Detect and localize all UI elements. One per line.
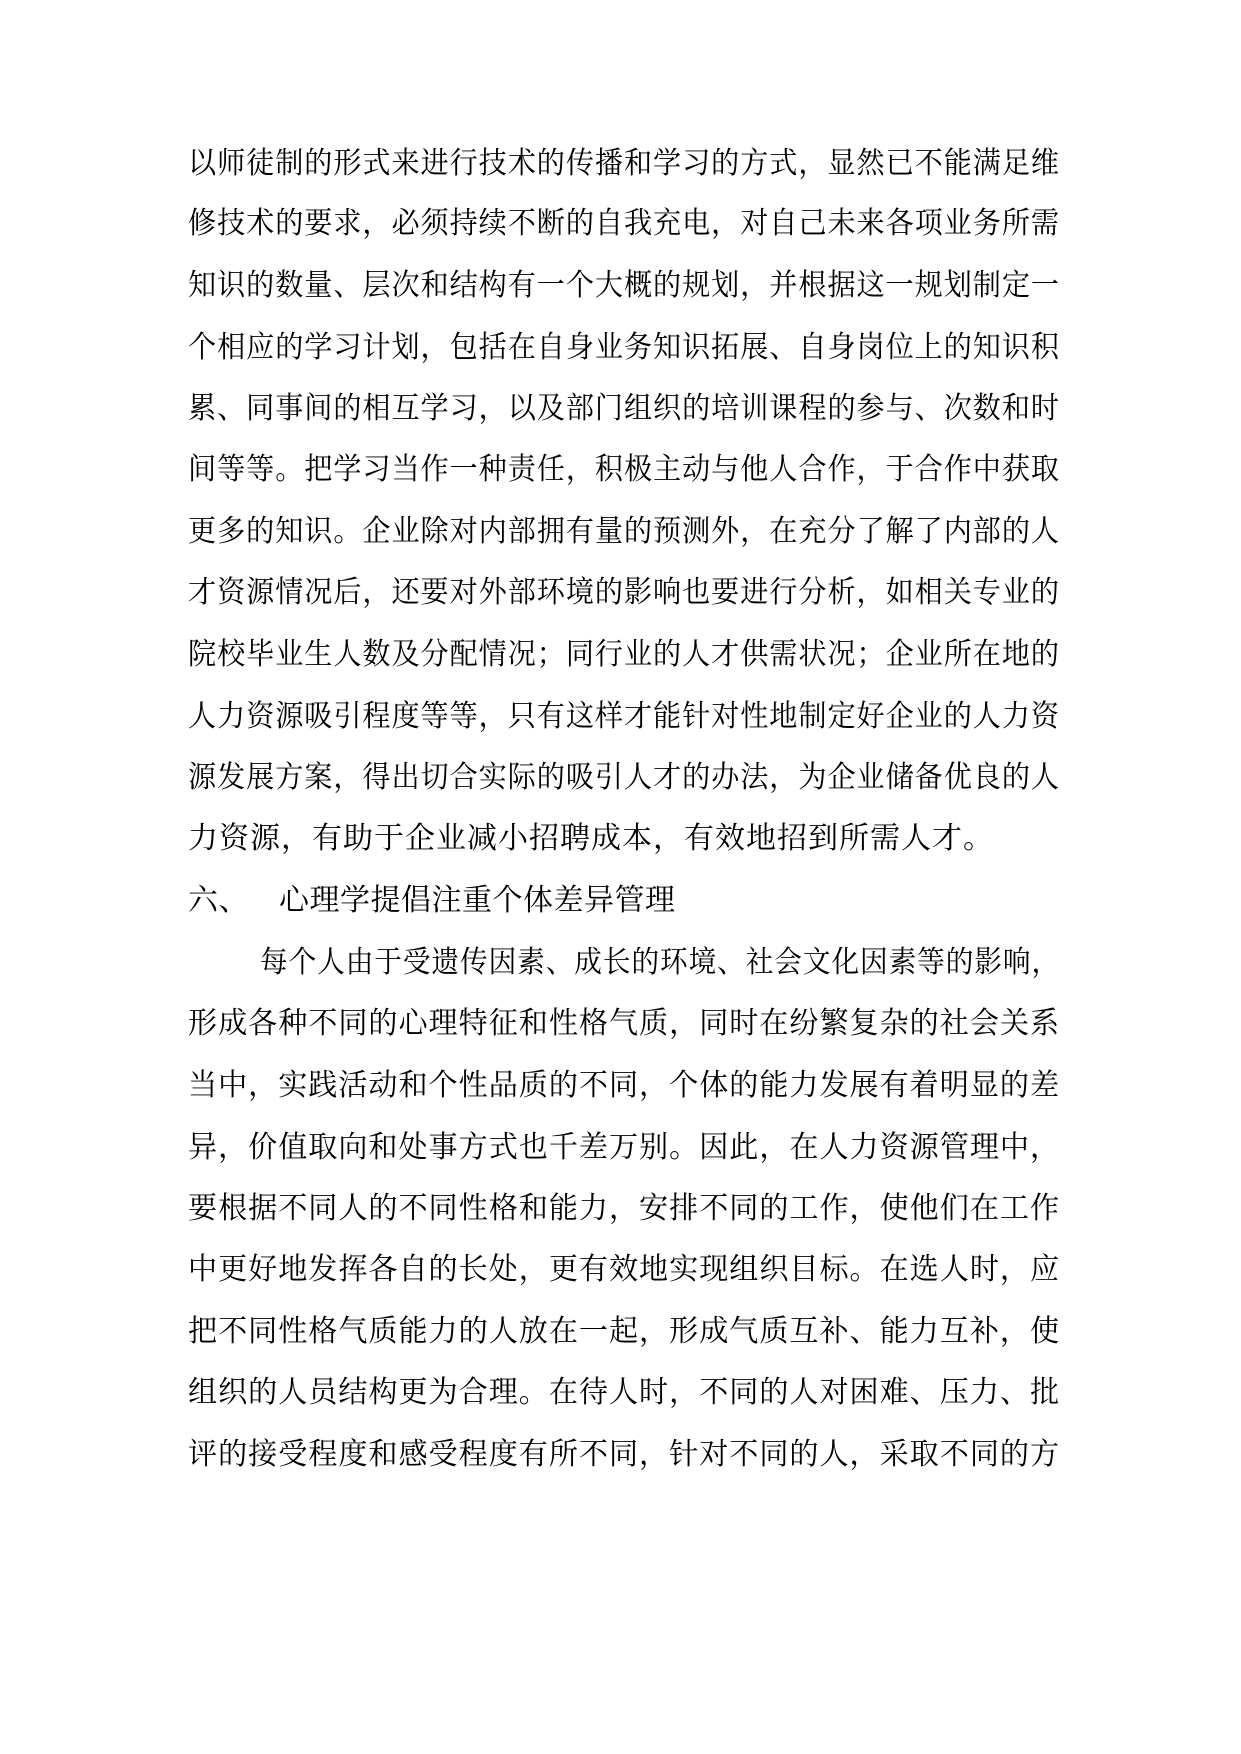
paragraph-1-line: 间等等。把学习当作一种责任，积极主动与他人合作，于合作中获取: [188, 452, 1060, 487]
paragraph-1-line: 源发展方案，得出切合实际的吸引人才的办法，为企业储备优良的人: [188, 760, 1060, 795]
paragraph-2-line: 形成各种不同的心理特征和性格气质，同时在纷繁复杂的社会关系: [188, 1006, 1061, 1041]
paragraph-2-line: 把不同性格气质能力的人放在一起，形成气质互补、能力互补，使: [188, 1314, 1061, 1349]
paragraph-1-line: 以师徒制的形式来进行技术的传播和学习的方式，显然已不能满足维: [188, 146, 1060, 181]
paragraph-1-line: 累、同事间的相互学习，以及部门组织的培训课程的参与、次数和时: [188, 391, 1060, 426]
paragraph-1-line: 人力资源吸引程度等等，只有这样才能针对性地制定好企业的人力资: [188, 699, 1060, 734]
paragraph-2-line: 当中，实践活动和个性品质的不同，个体的能力发展有着明显的差: [188, 1068, 1061, 1103]
paragraph-1-line: 力资源，有助于企业减小招聘成本，有效地招到所需人才。: [188, 821, 994, 856]
paragraph-2-line: 每个人由于受遗传因素、成长的环境、社会文化因素等的影响，: [260, 945, 1061, 980]
paragraph-2-line: 要根据不同人的不同性格和能力，安排不同的工作，使他们在工作: [188, 1191, 1061, 1226]
paragraph-1-line: 知识的数量、层次和结构有一个大概的规划，并根据这一规划制定一: [188, 268, 1060, 303]
paragraph-1-line: 更多的知识。企业除对内部拥有量的预测外，在充分了解了内部的人: [188, 514, 1060, 549]
paragraph-2-line: 异，价值取向和处事方式也千差万别。因此，在人力资源管理中，: [188, 1130, 1061, 1165]
paragraph-1-line: 个相应的学习计划，包括在自身业务知识拓展、自身岗位上的知识积: [188, 330, 1060, 365]
section-number: 六、: [188, 883, 249, 918]
paragraph-1-line: 院校毕业生人数及分配情况；同行业的人才供需状况；企业所在地的: [188, 637, 1060, 672]
paragraph-2-line: 评的接受程度和感受程度有所不同，针对不同的人，采取不同的方: [188, 1437, 1061, 1472]
section-title: 心理学提倡注重个体差异管理: [279, 883, 676, 918]
paragraph-1-line: 修技术的要求，必须持续不断的自我充电，对自己未来各项业务所需: [188, 206, 1060, 241]
section-heading: [188, 881, 676, 921]
paragraph-1-line: 才资源情况后，还要对外部环境的影响也要进行分析，如相关专业的: [188, 575, 1060, 610]
paragraph-2-line: 组织的人员结构更为合理。在待人时，不同的人对困难、压力、批: [188, 1375, 1061, 1410]
paragraph-2-line: 中更好地发挥各自的长处，更有效地实现组织目标。在选人时，应: [188, 1252, 1061, 1287]
